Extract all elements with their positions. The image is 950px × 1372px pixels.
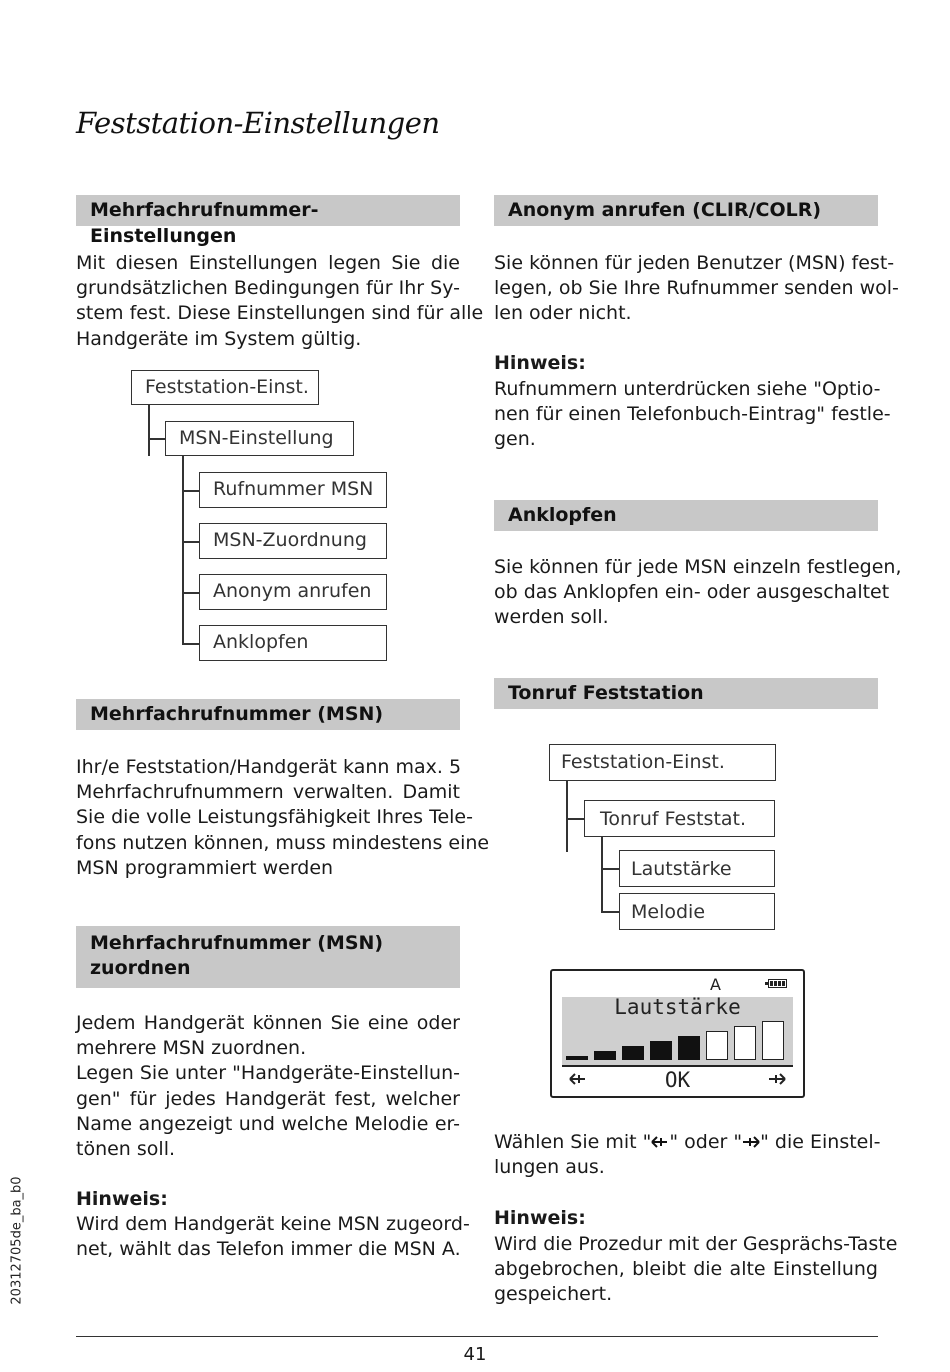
battery-icon xyxy=(768,979,787,988)
volume-bar-6 xyxy=(706,1031,728,1060)
menu-item-msn-zuordnung: MSN-Zuordnung xyxy=(199,523,387,559)
display-screen xyxy=(562,997,793,1065)
msn-heading: Mehrfachrufnummer (MSN) xyxy=(76,699,460,730)
arrow-right-icon xyxy=(767,1070,787,1092)
msn-assign-hint-text: Wird dem Handgerät keine MSN zugeord- net, wählt das Telefon immer die MSN A. xyxy=(76,1213,470,1261)
ringtone-select-text: Wählen Sie mit " " oder " " die Einstel- lungen aus. xyxy=(494,1131,881,1179)
volume-bar-3 xyxy=(622,1046,644,1060)
softkey-ok: OK xyxy=(664,1068,691,1092)
ringtone-hint-text: Wird die Prozedur mit der Gesprächs-Taste abgebrochen, bleibt die alte Einstellung gespeichert. xyxy=(494,1233,898,1306)
ringtone-hint-label: Hinweis: xyxy=(494,1207,586,1229)
menu-tonruf-feststat: Tonruf Feststat. xyxy=(584,800,775,837)
clir-text: Sie können für jeden Benutzer (MSN) fest- legen, ob Sie Ihre Rufnummer senden wol- len oder nicht. xyxy=(494,252,899,325)
clir-heading: Anonym anrufen (CLIR/COLR) xyxy=(494,195,878,226)
menu-root: Feststation-Einst. xyxy=(131,370,319,405)
display-indicator: A xyxy=(710,975,721,994)
volume-bar-7 xyxy=(734,1026,756,1060)
page-number: 41 xyxy=(463,1344,487,1365)
arrow-right-icon xyxy=(742,1135,760,1149)
volume-bar-2 xyxy=(594,1051,616,1060)
display-title: Lautstärke xyxy=(614,995,741,1019)
handset-display xyxy=(550,969,805,1098)
msn-assign-text: Jedem Handgerät können Sie eine oder mehrere MSN zuordnen. Legen Sie unter "Handgeräte-Einstellun- gen" für jedes Handgerät fest, welcher Name angezeigt und welche Melodie er- tönen soll. xyxy=(76,1012,460,1161)
menu-item-anonym-anrufen: Anonym anrufen xyxy=(199,574,387,610)
clir-hint-label: Hinweis: xyxy=(494,352,586,374)
footer-divider xyxy=(76,1336,878,1337)
call-waiting-heading: Anklopfen xyxy=(494,500,878,531)
msn-assign-hint-label: Hinweis: xyxy=(76,1188,168,1210)
msn-settings-text: Mit diesen Einstellungen legen Sie die grundsätzlichen Bedingungen für Ihr Sy- stem fest. Diese Einstellungen sind für alle Handgeräte im System gültig. xyxy=(76,252,484,350)
menu-msn-einstellung: MSN-Einstellung xyxy=(165,421,354,456)
volume-bar-4 xyxy=(650,1041,672,1060)
call-waiting-text: Sie können für jede MSN einzeln festlegen, ob das Anklopfen ein- oder ausgeschaltet werden soll. xyxy=(494,556,902,629)
menu-item-anklopfen: Anklopfen xyxy=(199,625,387,661)
msn-text: Ihr/e Feststation/Handgerät kann max. 5 Mehrfachrufnummern verwalten. Damit Sie die volle Leistungsfähigkeit Ihres Tele- fons nutzen können, muss mindestens eine MSN programmiert werden xyxy=(76,756,490,879)
volume-bar-1 xyxy=(566,1056,588,1060)
volume-bar-5 xyxy=(678,1036,700,1060)
menu-item-melodie: Melodie xyxy=(619,893,775,930)
msn-settings-heading: Mehrfachrufnummer-Einstellungen xyxy=(76,195,460,226)
menu-item-rufnummer-msn: Rufnummer MSN xyxy=(199,472,387,508)
arrow-left-icon xyxy=(651,1135,669,1149)
menu-item-lautstaerke: Lautstärke xyxy=(619,850,775,887)
document-code: 20312705de_ba_b0 xyxy=(9,1176,25,1305)
msn-assign-heading: Mehrfachrufnummer (MSN) zuordnen xyxy=(76,926,460,988)
volume-bar-8 xyxy=(762,1021,784,1060)
display-divider xyxy=(562,1065,793,1067)
menu-root-2: Feststation-Einst. xyxy=(549,744,776,781)
page-title: Feststation-Einstellungen xyxy=(76,106,440,140)
ringtone-heading: Tonruf Feststation xyxy=(494,678,878,709)
clir-hint-text: Rufnummern unterdrücken siehe "Optio- nen für einen Telefonbuch-Eintrag" festle- gen. xyxy=(494,378,891,451)
